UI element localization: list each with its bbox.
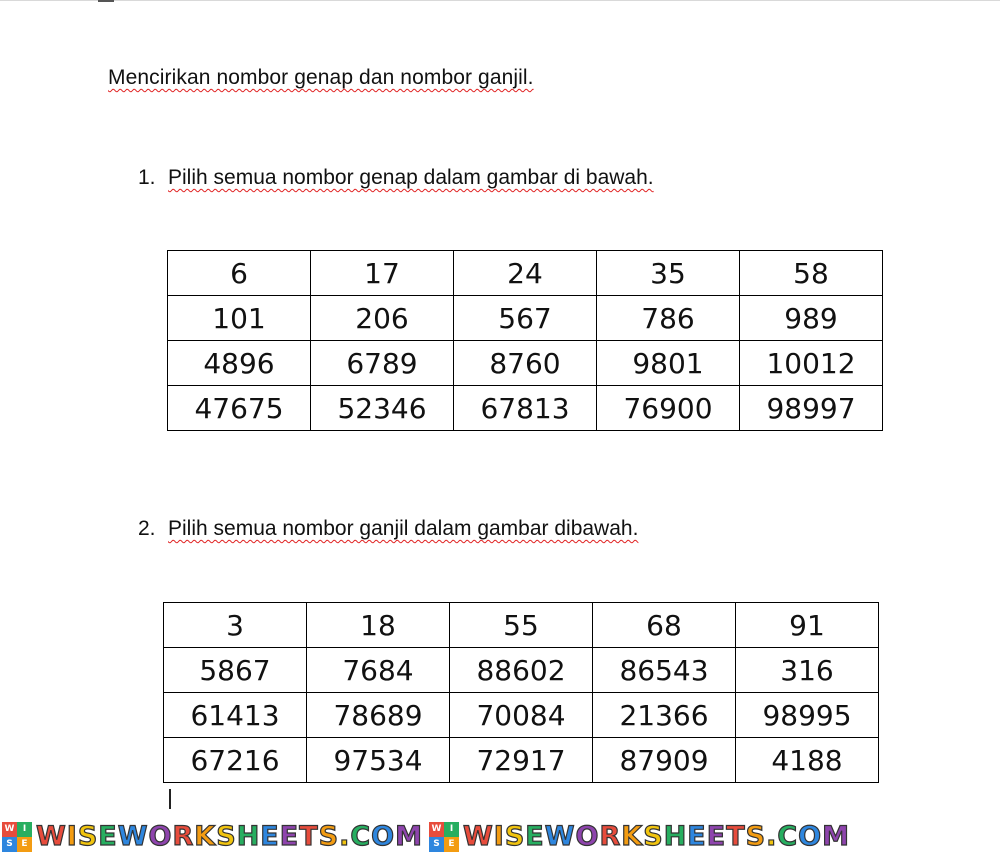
watermark-text xyxy=(463,821,850,852)
number-cell[interactable]: 4188 xyxy=(736,738,879,783)
question-2 xyxy=(138,517,638,541)
watermark-letter: R xyxy=(599,821,622,852)
number-cell[interactable]: 5867 xyxy=(164,648,307,693)
grid-row xyxy=(164,738,879,783)
grid-row xyxy=(168,251,883,296)
number-cell[interactable]: 67813 xyxy=(454,386,597,431)
number-cell[interactable]: 97534 xyxy=(307,738,450,783)
question-1-number: 1. xyxy=(138,166,156,189)
watermark-letter: C xyxy=(777,821,799,852)
watermark-letter: E xyxy=(525,821,545,852)
logo-letter: I xyxy=(444,822,459,837)
grid-row xyxy=(164,648,879,693)
page-top-mark xyxy=(98,0,114,2)
worksheet-heading: Mencirikan nombor genap dan nombor ganjil. xyxy=(108,66,534,89)
watermark-letter: T xyxy=(299,821,319,852)
watermark-letter: M xyxy=(822,821,850,852)
number-cell[interactable]: 70084 xyxy=(450,693,593,738)
watermark-letter: E xyxy=(260,821,280,852)
watermark-letter: C xyxy=(350,821,372,852)
watermark-footer xyxy=(0,817,1000,856)
logo-letter: W xyxy=(429,822,444,837)
number-cell[interactable]: 316 xyxy=(736,648,879,693)
number-cell[interactable]: 55 xyxy=(450,603,593,648)
watermark-letter: R xyxy=(172,821,195,852)
watermark-letter: E xyxy=(687,821,707,852)
number-cell[interactable]: 78689 xyxy=(307,693,450,738)
number-cell[interactable]: 6789 xyxy=(311,341,454,386)
number-cell[interactable]: 72917 xyxy=(450,738,593,783)
watermark-letter: T xyxy=(726,821,746,852)
watermark-letter: W xyxy=(463,821,494,852)
watermark-letter: M xyxy=(395,821,423,852)
number-cell[interactable]: 61413 xyxy=(164,693,307,738)
number-cell[interactable]: 91 xyxy=(736,603,879,648)
even-number-grid xyxy=(167,250,883,431)
logo-letter: S xyxy=(429,837,444,852)
watermark-letter: W xyxy=(544,821,576,852)
watermark-letter: E xyxy=(279,821,300,852)
number-cell[interactable]: 3 xyxy=(164,603,307,648)
wise-logo-icon xyxy=(429,822,459,852)
watermark-letter: S xyxy=(318,821,340,852)
watermark-brand xyxy=(2,821,423,852)
watermark-letter: O xyxy=(798,821,823,852)
number-cell[interactable]: 4896 xyxy=(168,341,311,386)
number-cell[interactable]: 47675 xyxy=(168,386,311,431)
watermark-letter: . xyxy=(766,821,778,852)
number-cell[interactable]: 98997 xyxy=(740,386,883,431)
watermark-letter: E xyxy=(98,821,118,852)
number-cell[interactable]: 68 xyxy=(593,603,736,648)
watermark-brand xyxy=(429,821,850,852)
number-cell[interactable]: 98995 xyxy=(736,693,879,738)
logo-letter: W xyxy=(2,822,17,837)
number-cell[interactable]: 52346 xyxy=(311,386,454,431)
watermark-letter: I xyxy=(66,821,78,852)
watermark-letter: S xyxy=(643,821,664,852)
question-1 xyxy=(138,166,654,190)
number-cell[interactable]: 67216 xyxy=(164,738,307,783)
number-cell[interactable]: 10012 xyxy=(740,341,883,386)
number-cell[interactable]: 8760 xyxy=(454,341,597,386)
number-cell[interactable]: 35 xyxy=(597,251,740,296)
number-cell[interactable]: 86543 xyxy=(593,648,736,693)
number-cell[interactable]: 17 xyxy=(311,251,454,296)
number-cell[interactable]: 6 xyxy=(168,251,311,296)
logo-letter: S xyxy=(2,837,17,852)
number-cell[interactable]: 87909 xyxy=(593,738,736,783)
watermark-letter: O xyxy=(575,821,600,852)
wise-logo-icon xyxy=(2,822,32,852)
number-cell[interactable]: 88602 xyxy=(450,648,593,693)
question-2-text: Pilih semua nombor ganjil dalam gambar dibawah. xyxy=(168,517,639,540)
watermark-letter: E xyxy=(706,821,727,852)
number-cell[interactable]: 786 xyxy=(597,296,740,341)
question-1-text: Pilih semua nombor genap dalam gambar di bawah. xyxy=(168,166,654,189)
watermark-letter: S xyxy=(77,821,99,852)
text-cursor xyxy=(169,789,171,809)
number-cell[interactable]: 18 xyxy=(307,603,450,648)
odd-number-grid xyxy=(163,602,879,783)
number-cell[interactable]: 7684 xyxy=(307,648,450,693)
logo-letter: E xyxy=(444,837,459,852)
number-cell[interactable]: 567 xyxy=(454,296,597,341)
watermark-letter: W xyxy=(117,821,149,852)
grid-row xyxy=(164,693,879,738)
number-cell[interactable]: 9801 xyxy=(597,341,740,386)
grid-row xyxy=(168,341,883,386)
watermark-letter: W xyxy=(36,821,67,852)
watermark-letter: H xyxy=(663,821,688,852)
grid-row xyxy=(168,386,883,431)
watermark-letter: K xyxy=(621,821,644,852)
watermark-letter: S xyxy=(745,821,767,852)
watermark-letter: . xyxy=(339,821,351,852)
number-cell[interactable]: 989 xyxy=(740,296,883,341)
number-cell[interactable]: 24 xyxy=(454,251,597,296)
logo-letter: E xyxy=(17,837,32,852)
number-cell[interactable]: 58 xyxy=(740,251,883,296)
watermark-letter: K xyxy=(194,821,217,852)
number-cell[interactable]: 101 xyxy=(168,296,311,341)
watermark-letter: I xyxy=(493,821,505,852)
grid-row xyxy=(168,296,883,341)
number-cell[interactable]: 76900 xyxy=(597,386,740,431)
number-cell[interactable]: 21366 xyxy=(593,693,736,738)
watermark-letter: S xyxy=(504,821,526,852)
logo-letter: I xyxy=(17,822,32,837)
watermark-text xyxy=(36,821,423,852)
number-cell[interactable]: 206 xyxy=(311,296,454,341)
watermark-letter: H xyxy=(236,821,261,852)
watermark-letter: O xyxy=(371,821,396,852)
page-top-border xyxy=(0,0,1000,1)
watermark-letter: O xyxy=(148,821,173,852)
grid-row xyxy=(164,603,879,648)
question-2-number: 2. xyxy=(138,517,156,540)
watermark-letter: S xyxy=(216,821,237,852)
